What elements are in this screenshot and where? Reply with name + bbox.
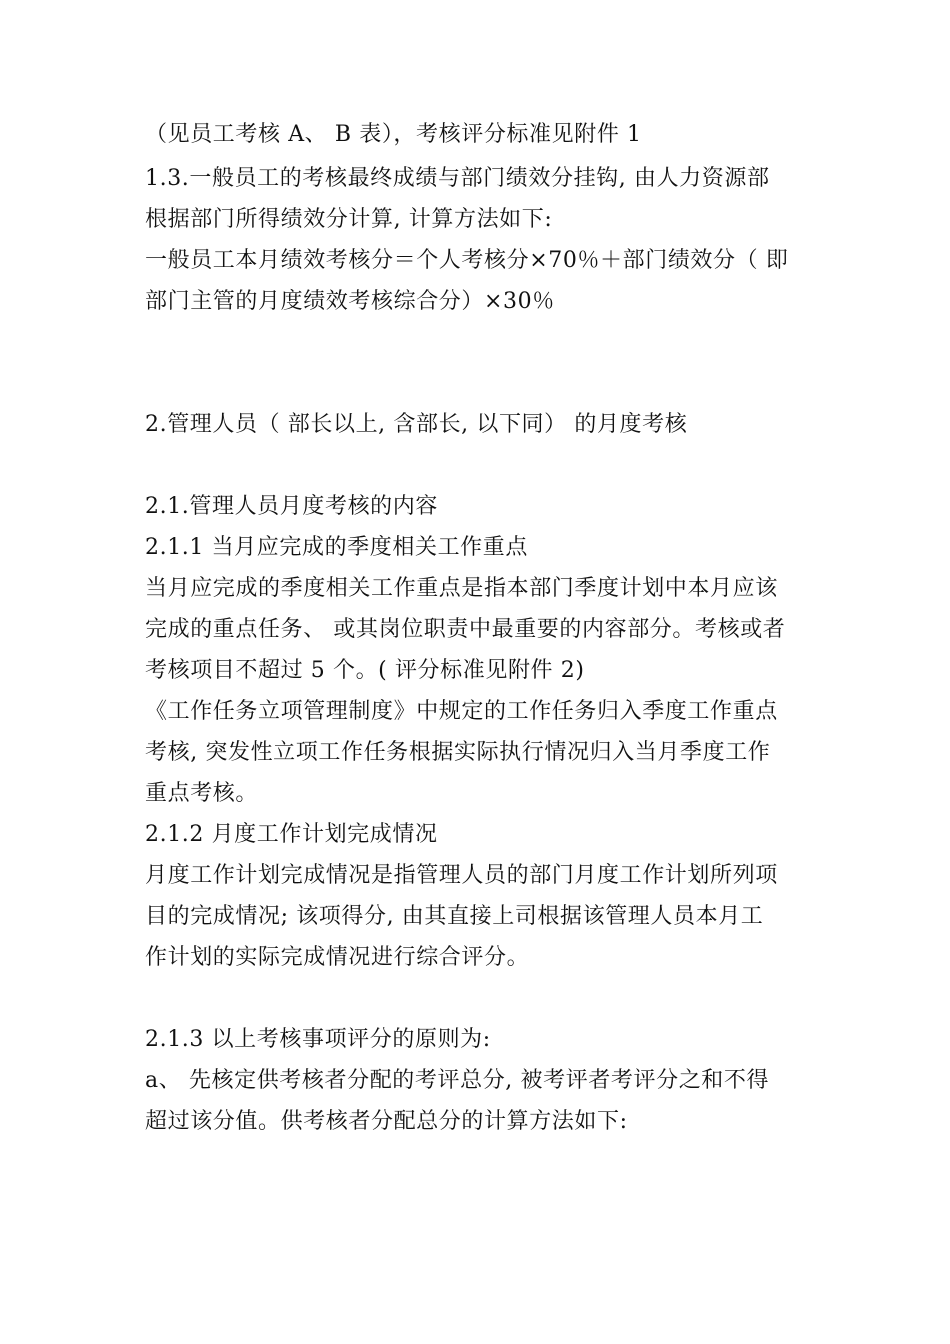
text-line-1-3: 1.3.一般员工的考核最终成绩与部门绩效分挂钩, 由人力资源部 <box>145 166 770 191</box>
section-heading-2: 2.管理人员（ 部长以上, 含部长, 以下同） 的月度考核 <box>145 412 688 437</box>
text-line-appendix-ref: （见员工考核 A、 B 表），考核评分标准见附件 1 <box>145 122 642 147</box>
text-line: 作计划的实际完成情况进行综合评分。 <box>145 945 530 970</box>
text-line: 重点考核。 <box>145 781 259 806</box>
text-line: 月度工作计划完成情况是指管理人员的部门月度工作计划所列项 <box>145 863 778 888</box>
text-line: 超过该分值。供考核者分配总分的计算方法如下: <box>145 1109 628 1134</box>
text-line: 考核项目不超过 5 个。( 评分标准见附件 2) <box>145 658 585 683</box>
text-line: 《工作任务立项管理制度》中规定的工作任务归入季度工作重点 <box>145 699 778 724</box>
formula-line: 一般员工本月绩效考核分＝个人考核分×70％＋部门绩效分（ 即 <box>145 248 789 273</box>
item-heading-2-1-1: 2.1.1 当月应完成的季度相关工作重点 <box>145 535 528 560</box>
text-line: 考核, 突发性立项工作任务根据实际执行情况归入当月季度工作 <box>145 740 771 765</box>
item-heading-2-1-3: 2.1.3 以上考核事项评分的原则为: <box>145 1027 491 1052</box>
text-line: 目的完成情况; 该项得分, 由其直接上司根据该管理人员本月工 <box>145 904 764 929</box>
formula-line: 部门主管的月度绩效考核综合分）×30％ <box>145 289 555 314</box>
text-line: 完成的重点任务、 或其岗位职责中最重要的内容部分。考核或者 <box>145 617 786 642</box>
list-item-a: a、 先核定供考核者分配的考评总分, 被考评者考评分之和不得 <box>145 1068 770 1093</box>
text-line: 根据部门所得绩效分计算, 计算方法如下: <box>145 207 553 232</box>
item-heading-2-1-2: 2.1.2 月度工作计划完成情况 <box>145 822 438 847</box>
text-line: 当月应完成的季度相关工作重点是指本部门季度计划中本月应该 <box>145 576 778 601</box>
subsection-heading-2-1: 2.1.管理人员月度考核的内容 <box>145 494 438 519</box>
